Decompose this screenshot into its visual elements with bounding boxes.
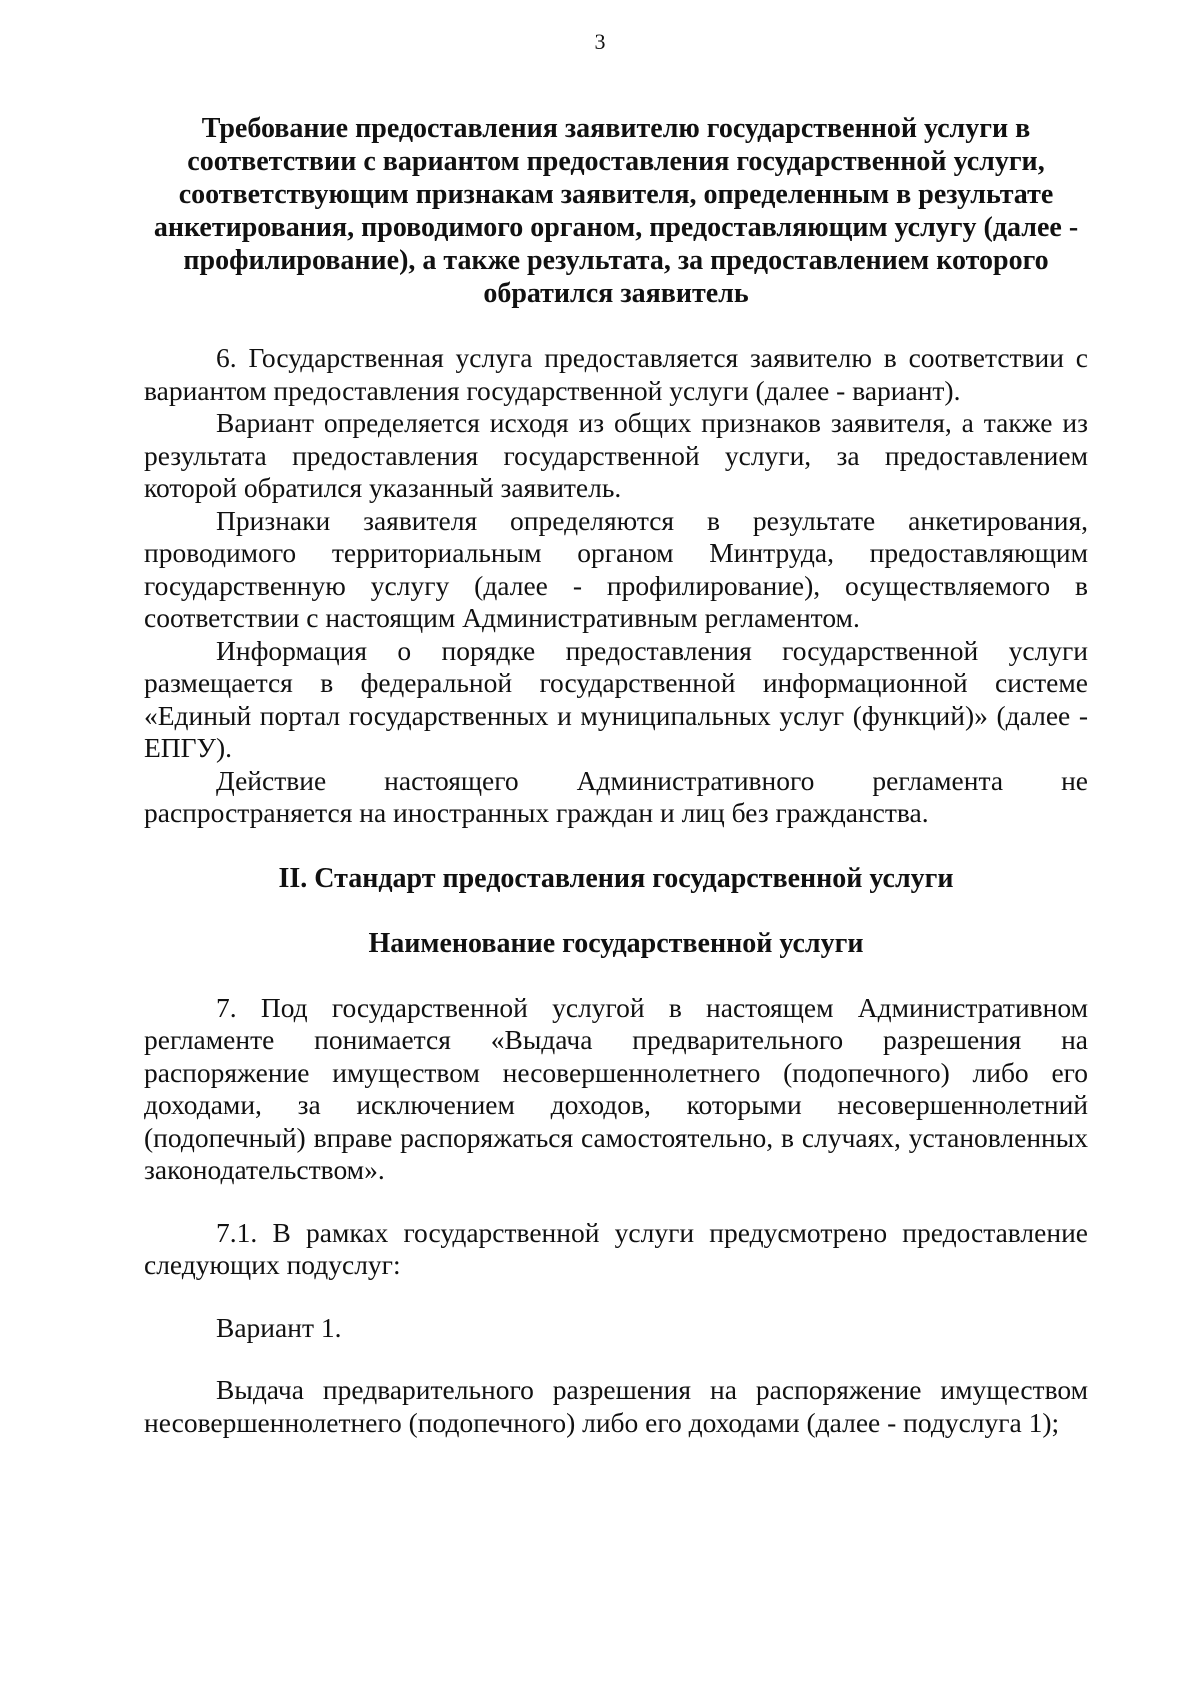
paragraph-7: 7. Под государственной услугой в настоящем Административном регламенте понимается «Выдача предварительного разрешения на распоряжение имуществом несовершеннолетнего (подопечного) либо его доходами, за исключением доходов, которыми несовершеннолетний (подопечный) вправе распоряжаться самостоятельно, в случаях, установленных законодательством». xyxy=(144,991,1088,1185)
heading-line: анкетирования, проводимого органом, предоставляющим услугу (далее - xyxy=(153,212,1079,243)
paragraph-6: 6. Государственная услуга предоставляется заявителю в соответствии с вариантом предоставления государственной услуги (далее - вариант). xyxy=(144,342,1088,406)
paragraph-information-epgu: Информация о порядке предоставления государственной услуги размещается в федеральной государственной информационной системе «Единый портал государственных и муниципальных услуг (функций)» (далее - ЕПГУ). xyxy=(144,634,1088,763)
page-number: 3 xyxy=(594,29,606,54)
document-body xyxy=(144,112,1088,1439)
subsection-title: Наименование государственной услуги xyxy=(368,927,864,959)
requirement-heading xyxy=(144,112,1088,310)
section-title: II. Стандарт предоставления государственной услуги xyxy=(278,862,954,894)
heading-line: обратился заявитель xyxy=(483,278,749,309)
heading-line: соответствии с вариантом предоставления государственной услуги, xyxy=(187,146,1045,177)
paragraph-scope-exclusion: Действие настоящего Административного регламента не распространяется на иностранных граждан и лиц без гражданства. xyxy=(144,764,1088,828)
paragraph-7-1: 7.1. В рамках государственной услуги предусмотрено предоставление следующих подуслуг: xyxy=(144,1216,1088,1280)
paragraph-applicant-attributes: Признаки заявителя определяются в результате анкетирования, проводимого территориальным органом Минтруда, предоставляющим государственную услугу (далее - профилирование), осуществляемого в соответствии с настоящим Административным регламентом. xyxy=(144,504,1088,633)
variant-label: Вариант 1. xyxy=(216,1311,342,1343)
heading-line: Требование предоставления заявителю государственной услуги в xyxy=(201,113,1031,144)
subservice-1: Выдача предварительного разрешения на распоряжение имуществом несовершеннолетнего (подопечного) либо его доходами (далее - подуслуга 1); xyxy=(144,1374,1088,1438)
heading-line: профилирование), а также результата, за предоставлением которого xyxy=(183,245,1049,276)
paragraph-variant-definition: Вариант определяется исходя из общих признаков заявителя, а также из результата предоставления государственной услуги, за предоставлением которой обратился указанный заявитель. xyxy=(144,407,1088,503)
heading-line: соответствующим признакам заявителя, определенным в результате xyxy=(178,179,1054,210)
